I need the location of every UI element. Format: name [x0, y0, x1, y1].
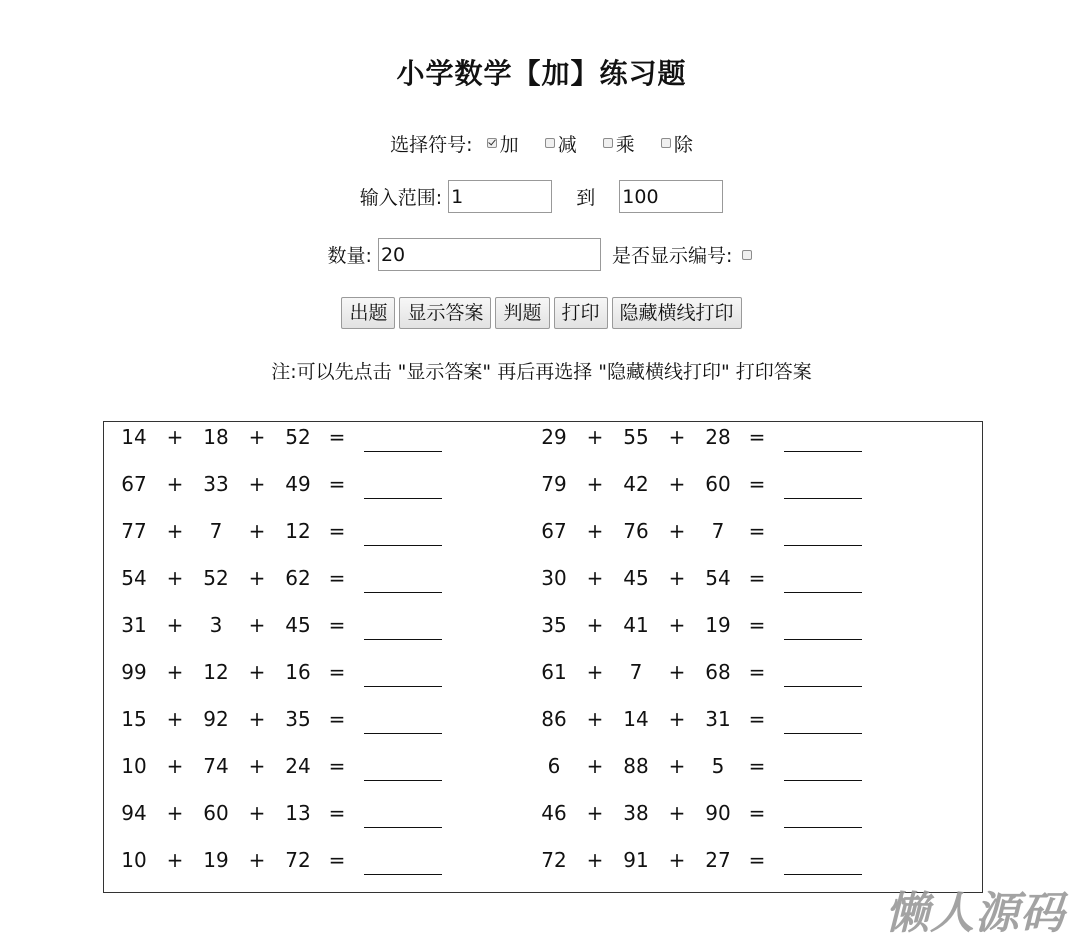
problem-operator: + — [668, 566, 686, 590]
problem-operand: 94 — [121, 801, 147, 825]
problem-item — [104, 704, 454, 734]
answer-blank[interactable] — [364, 780, 442, 781]
problem-equals: = — [328, 754, 346, 778]
problem-operator: + — [166, 707, 184, 731]
problem-operator: + — [248, 613, 266, 637]
problem-operand: 15 — [121, 707, 147, 731]
problem-operand: 49 — [285, 472, 311, 496]
symbol-option-label: 减 — [557, 134, 577, 156]
button-row — [0, 297, 1083, 329]
answer-blank[interactable] — [364, 545, 442, 546]
answer-blank[interactable] — [364, 686, 442, 687]
problem-operator: + — [166, 519, 184, 543]
problem-operand: 29 — [541, 425, 567, 449]
problem-operand: 14 — [121, 425, 147, 449]
problem-operator: + — [248, 801, 266, 825]
problem-equals: = — [748, 754, 766, 778]
problem-equals: = — [328, 660, 346, 684]
divide-checkbox[interactable] — [661, 138, 671, 148]
multiply-checkbox[interactable] — [603, 138, 613, 148]
problem-equals: = — [328, 566, 346, 590]
problem-operator: + — [668, 425, 686, 449]
problem-operand: 33 — [203, 472, 229, 496]
problem-operator: + — [586, 707, 604, 731]
problem-operand: 16 — [285, 660, 311, 684]
problem-operator: + — [248, 425, 266, 449]
problem-operand: 5 — [711, 754, 725, 778]
problem-operand: 88 — [623, 754, 649, 778]
problem-operand: 7 — [711, 519, 725, 543]
problem-operand: 91 — [623, 848, 649, 872]
problem-operand: 52 — [203, 566, 229, 590]
problem-operand: 52 — [285, 425, 311, 449]
note-text: 注:可以先点击 "显示答案" 再后再选择 "隐藏横线打印" 打印答案 — [271, 361, 812, 383]
problem-operator: + — [248, 660, 266, 684]
problem-operand: 30 — [541, 566, 567, 590]
problem-operator: + — [166, 754, 184, 778]
problem-operand: 76 — [623, 519, 649, 543]
problem-operand: 45 — [285, 613, 311, 637]
symbol-option-divide[interactable] — [661, 130, 693, 157]
problem-item — [524, 422, 874, 452]
problem-operand: 68 — [705, 660, 731, 684]
problem-operator: + — [248, 848, 266, 872]
problem-operator: + — [248, 707, 266, 731]
problem-item — [104, 469, 454, 499]
problem-operator: + — [248, 754, 266, 778]
problem-operand: 74 — [203, 754, 229, 778]
subtract-checkbox[interactable] — [545, 138, 555, 148]
answer-blank[interactable] — [784, 545, 862, 546]
problem-equals: = — [748, 472, 766, 496]
problem-equals: = — [748, 660, 766, 684]
problem-operand: 31 — [705, 707, 731, 731]
problem-operator: + — [668, 754, 686, 778]
problem-equals: = — [328, 707, 346, 731]
count-input[interactable] — [378, 238, 601, 271]
problem-equals: = — [748, 801, 766, 825]
symbol-selector-label: 选择符号: — [390, 134, 473, 156]
problem-operand: 7 — [629, 660, 643, 684]
range-to-label: 到 — [576, 187, 596, 209]
range-row — [0, 180, 1083, 213]
problem-equals: = — [748, 566, 766, 590]
show-answers-button[interactable]: 显示答案 — [399, 297, 491, 329]
problem-operator: + — [668, 707, 686, 731]
problem-operand: 67 — [541, 519, 567, 543]
problem-operator: + — [166, 801, 184, 825]
problem-equals: = — [328, 613, 346, 637]
problem-item — [104, 610, 454, 640]
symbol-option-label: 乘 — [615, 134, 635, 156]
problem-item — [524, 516, 874, 546]
problem-operator: + — [166, 660, 184, 684]
problem-operator: + — [668, 801, 686, 825]
answer-blank[interactable] — [364, 874, 442, 875]
problem-operator: + — [166, 848, 184, 872]
problem-operand: 46 — [541, 801, 567, 825]
problem-item — [104, 798, 454, 828]
problem-operand: 14 — [623, 707, 649, 731]
symbol-option-label: 加 — [499, 134, 519, 156]
problem-item — [104, 751, 454, 781]
problem-operand: 72 — [541, 848, 567, 872]
problem-operand: 18 — [203, 425, 229, 449]
problem-operand: 72 — [285, 848, 311, 872]
problem-equals: = — [748, 425, 766, 449]
problem-operand: 31 — [121, 613, 147, 637]
symbol-option-add[interactable] — [487, 130, 519, 157]
problem-operand: 99 — [121, 660, 147, 684]
answer-blank[interactable] — [364, 733, 442, 734]
problem-operand: 10 — [121, 754, 147, 778]
problem-operand: 27 — [705, 848, 731, 872]
problem-operator: + — [586, 519, 604, 543]
answer-blank[interactable] — [784, 827, 862, 828]
problem-operand: 13 — [285, 801, 311, 825]
problem-operand: 60 — [203, 801, 229, 825]
problem-operand: 28 — [705, 425, 731, 449]
problem-operator: + — [586, 472, 604, 496]
page-title: 小学数学【加】练习题 — [396, 57, 687, 90]
problem-equals: = — [328, 519, 346, 543]
range-to-input[interactable] — [619, 180, 723, 213]
problem-operator: + — [668, 660, 686, 684]
problem-sheet — [103, 421, 983, 893]
problem-operand: 35 — [541, 613, 567, 637]
problem-operand: 12 — [203, 660, 229, 684]
problem-operator: + — [586, 613, 604, 637]
problem-item — [524, 798, 874, 828]
answer-blank[interactable] — [364, 592, 442, 593]
answer-blank[interactable] — [364, 451, 442, 452]
problem-item — [524, 563, 874, 593]
problem-operand: 55 — [623, 425, 649, 449]
problem-operand: 3 — [209, 613, 223, 637]
problem-operator: + — [586, 848, 604, 872]
answer-blank[interactable] — [784, 592, 862, 593]
problem-operand: 54 — [121, 566, 147, 590]
answer-blank[interactable] — [784, 498, 862, 499]
problem-operand: 45 — [623, 566, 649, 590]
problem-operator: + — [586, 660, 604, 684]
problem-operand: 19 — [203, 848, 229, 872]
problem-operand: 77 — [121, 519, 147, 543]
generate-button[interactable]: 出题 — [341, 297, 395, 329]
answer-blank[interactable] — [784, 733, 862, 734]
answer-blank[interactable] — [784, 874, 862, 875]
problem-equals: = — [748, 848, 766, 872]
problem-operand: 54 — [705, 566, 731, 590]
problem-operand: 60 — [705, 472, 731, 496]
problem-equals: = — [748, 707, 766, 731]
range-from-input[interactable] — [448, 180, 552, 213]
problem-operand: 41 — [623, 613, 649, 637]
problem-operand: 79 — [541, 472, 567, 496]
problem-item — [104, 563, 454, 593]
problem-operand: 67 — [121, 472, 147, 496]
watermark: 懒人源码 — [885, 888, 1065, 939]
problem-item — [104, 845, 454, 875]
problem-item — [524, 845, 874, 875]
problem-operand: 42 — [623, 472, 649, 496]
print-button[interactable]: 打印 — [554, 297, 608, 329]
count-row — [0, 238, 1083, 271]
problem-operand: 86 — [541, 707, 567, 731]
problem-operator: + — [248, 566, 266, 590]
range-label: 输入范围: — [359, 187, 443, 209]
problem-equals: = — [328, 425, 346, 449]
problem-operator: + — [668, 519, 686, 543]
print-hide-lines-button[interactable]: 隐藏横线打印 — [612, 297, 742, 329]
problem-operand: 38 — [623, 801, 649, 825]
problem-operand: 61 — [541, 660, 567, 684]
problem-operand: 62 — [285, 566, 311, 590]
problem-operand: 92 — [203, 707, 229, 731]
problem-operand: 7 — [209, 519, 223, 543]
problem-operand: 12 — [285, 519, 311, 543]
answer-blank[interactable] — [364, 827, 442, 828]
problem-operand: 6 — [547, 754, 561, 778]
problem-operand: 19 — [705, 613, 731, 637]
problem-item — [524, 469, 874, 499]
problem-item — [104, 657, 454, 687]
problem-operator: + — [586, 801, 604, 825]
problem-operand: 10 — [121, 848, 147, 872]
answer-blank[interactable] — [784, 451, 862, 452]
add-checkbox[interactable] — [487, 138, 497, 148]
problem-item — [524, 657, 874, 687]
problem-operator: + — [586, 425, 604, 449]
problem-item — [524, 610, 874, 640]
problem-operator: + — [166, 472, 184, 496]
answer-blank[interactable] — [364, 498, 442, 499]
problem-equals: = — [328, 848, 346, 872]
symbol-option-subtract[interactable] — [545, 130, 577, 157]
problem-item — [104, 422, 454, 452]
problem-equals: = — [748, 519, 766, 543]
symbol-selector — [0, 130, 1083, 157]
answer-blank[interactable] — [784, 780, 862, 781]
symbol-option-multiply[interactable] — [603, 130, 635, 157]
problem-operator: + — [668, 472, 686, 496]
problem-operand: 24 — [285, 754, 311, 778]
show-number-label: 是否显示编号: — [612, 245, 733, 267]
count-label: 数量: — [327, 245, 372, 267]
problem-operator: + — [166, 566, 184, 590]
judge-button[interactable]: 判题 — [495, 297, 549, 329]
problem-operator: + — [668, 613, 686, 637]
problem-item — [104, 516, 454, 546]
problem-item — [524, 704, 874, 734]
answer-blank[interactable] — [364, 639, 442, 640]
problem-operator: + — [166, 613, 184, 637]
problem-operator: + — [586, 566, 604, 590]
problem-operator: + — [248, 472, 266, 496]
problem-operator: + — [668, 848, 686, 872]
problem-equals: = — [328, 472, 346, 496]
problem-operator: + — [166, 425, 184, 449]
problem-operator: + — [586, 754, 604, 778]
show-number-checkbox[interactable] — [742, 250, 752, 260]
problem-equals: = — [328, 801, 346, 825]
symbol-option-label: 除 — [673, 134, 693, 156]
problem-item — [524, 751, 874, 781]
problem-operator: + — [248, 519, 266, 543]
problem-equals: = — [748, 613, 766, 637]
answer-blank[interactable] — [784, 686, 862, 687]
problem-operand: 35 — [285, 707, 311, 731]
answer-blank[interactable] — [784, 639, 862, 640]
problem-operand: 90 — [705, 801, 731, 825]
